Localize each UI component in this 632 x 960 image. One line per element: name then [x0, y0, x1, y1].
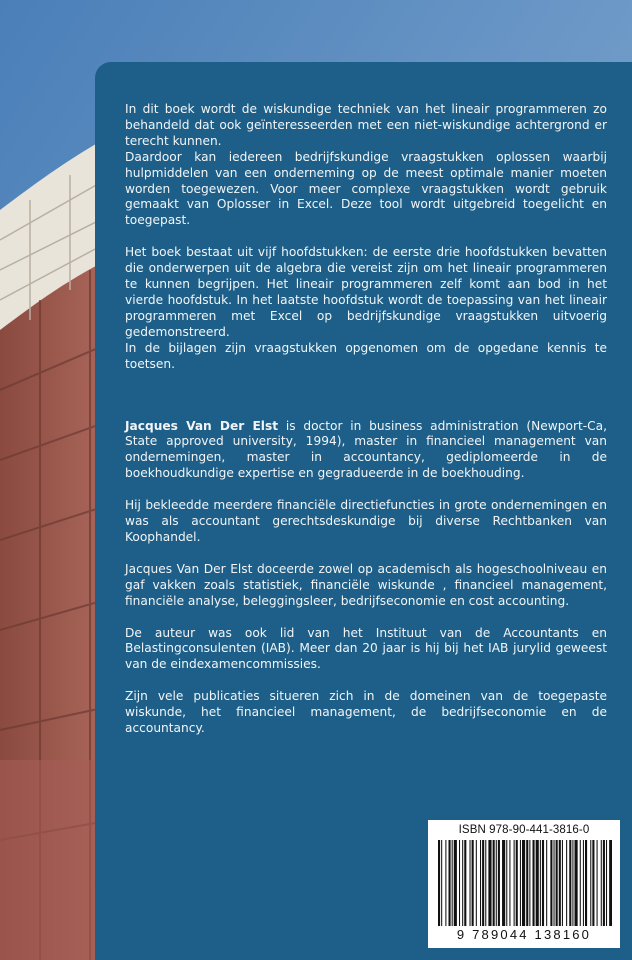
blurb-paragraph-2: Daardoor kan iedereen bedrijfskundige vraagstukken oplossen waarbij hulpmiddelen van een onderneming op de meest optimale manier moeten worden toegewezen. Voor meer complexe vraagstukken wordt gebruik gemaakt van Oplosser in Excel. Deze tool wordt uitgebreid toegelicht en toegepast. [125, 149, 607, 228]
barcode-bar [485, 840, 486, 926]
barcode-bar [609, 840, 612, 926]
barcode-bar [572, 840, 573, 926]
barcode-bar [522, 840, 525, 926]
barcode-bar [454, 840, 457, 926]
isbn-label: ISBN 978-90-441-3816-0 [458, 824, 590, 836]
isbn-barcode [428, 820, 620, 948]
barcode-bar [502, 840, 505, 926]
barcode-bar [590, 840, 591, 926]
barcode-bar [459, 840, 460, 926]
barcode-bars [436, 840, 612, 926]
barcode-bar [546, 840, 547, 926]
author-bio-1-text: is doctor in business administration (Newport-Ca, State approved university, 1994), master in financieel management van ondernemingen, master in accountancy, gediplomeerde in de boekhoudkundige expertise en gegradueerde in de boekhouding. [125, 418, 607, 481]
barcode-bar [472, 840, 474, 926]
barcode-bar [441, 840, 442, 926]
barcode-bar [575, 840, 578, 926]
barcode-bar [583, 840, 584, 926]
back-cover-text [125, 102, 607, 737]
barcode-bar [566, 840, 567, 926]
barcode-bar [526, 840, 528, 926]
barcode-bar [603, 840, 605, 926]
barcode-bar [506, 840, 507, 926]
barcode-bar [464, 840, 466, 926]
barcode-bar [569, 840, 571, 926]
author-bio-4: De auteur was ook lid van het Instituut van de Accountants en Belastingconsulenten (IAB). Meer dan 20 jaar is hij bij het IAB jurylid geweest van de eindexamencommissies. [125, 625, 607, 672]
blurb-paragraph-4: In de bijlagen zijn vraagstukken opgenomen om de opgedane kennis te toetsen. [125, 340, 607, 371]
author-bio-3: Jacques Van Der Elst doceerde zowel op academisch als hogeschoolniveau en gaf vakken zoals statistiek, financiële wiskunde , financieel management, financiële analyse, beleggingsleer, bedrijfseconomie en cost accounting. [125, 561, 607, 608]
barcode-bar [488, 840, 491, 926]
barcode-bar [445, 840, 446, 926]
barcode-bar [580, 840, 581, 926]
barcode-bar [533, 840, 535, 926]
barcode-digits: 9 789044 138160 [456, 927, 592, 942]
barcode-bar [606, 840, 607, 926]
author-bio-1 [125, 419, 607, 483]
barcode-bar [462, 840, 463, 926]
blurb-paragraph-3: Het boek bestaat uit vijf hoofdstukken: de eerste drie hoofdstukken bevatten die onderwerpen uit de algebra die vereist zijn om het lineair programmeren te kunnen begrijpen. Het lineair programmeren zelf komt aan bod in het vierde hoofdstuk. In het laatste hoofdstuk wordt de toepassing van het lineair programmeren met Excel op bedrijfskundige vraagstukken uitvoerig gedemonstreerd. [125, 245, 607, 339]
barcode-bar [556, 840, 558, 926]
barcode-bar [476, 840, 477, 926]
author-bio-2: Hij bekleedde meerdere financiële directiefuncties in grote ondernemingen en was als accountant gerechtsdeskundige bij diverse Rechtbanken van Koophandel. [125, 498, 607, 544]
author-bio-5: Zijn vele publicaties situeren zich in de domeinen van de toegepaste wiskunde, het financieel management, de bedrijfseconomie en de accountancy. [125, 689, 607, 736]
barcode-bar [493, 840, 495, 926]
barcode-bar [554, 840, 555, 926]
barcode-bar [498, 840, 500, 926]
barcode-bar [452, 840, 453, 926]
barcode-bar [529, 840, 530, 926]
barcode-bar [520, 840, 521, 926]
barcode-bar [601, 840, 602, 926]
barcode-bar [516, 840, 518, 926]
barcode-bar [550, 840, 552, 926]
barcode-bar [496, 840, 497, 926]
barcode-bar [540, 840, 541, 926]
barcode-bar [509, 840, 510, 926]
barcode-bar [480, 840, 481, 926]
barcode-bar [562, 840, 563, 926]
barcode-bar [536, 840, 539, 926]
author-name: Jacques Van Der Elst [125, 418, 279, 433]
barcode-bar [449, 840, 451, 926]
blurb-paragraph-1: In dit boek wordt de wiskundige techniek van het lineair programmeren zo behandeld dat ook geïnteresseerden met een niet-wiskundige achtergrond er terecht kunnen. [125, 102, 607, 148]
barcode-bar [559, 840, 561, 926]
barcode-bar [482, 840, 484, 926]
barcode-bar [592, 840, 594, 926]
barcode-bar [597, 840, 598, 926]
barcode-bar [514, 840, 515, 926]
barcode-bar [438, 840, 440, 926]
barcode-bar [470, 840, 471, 926]
barcode-bar [585, 840, 587, 926]
barcode-bar [542, 840, 544, 926]
